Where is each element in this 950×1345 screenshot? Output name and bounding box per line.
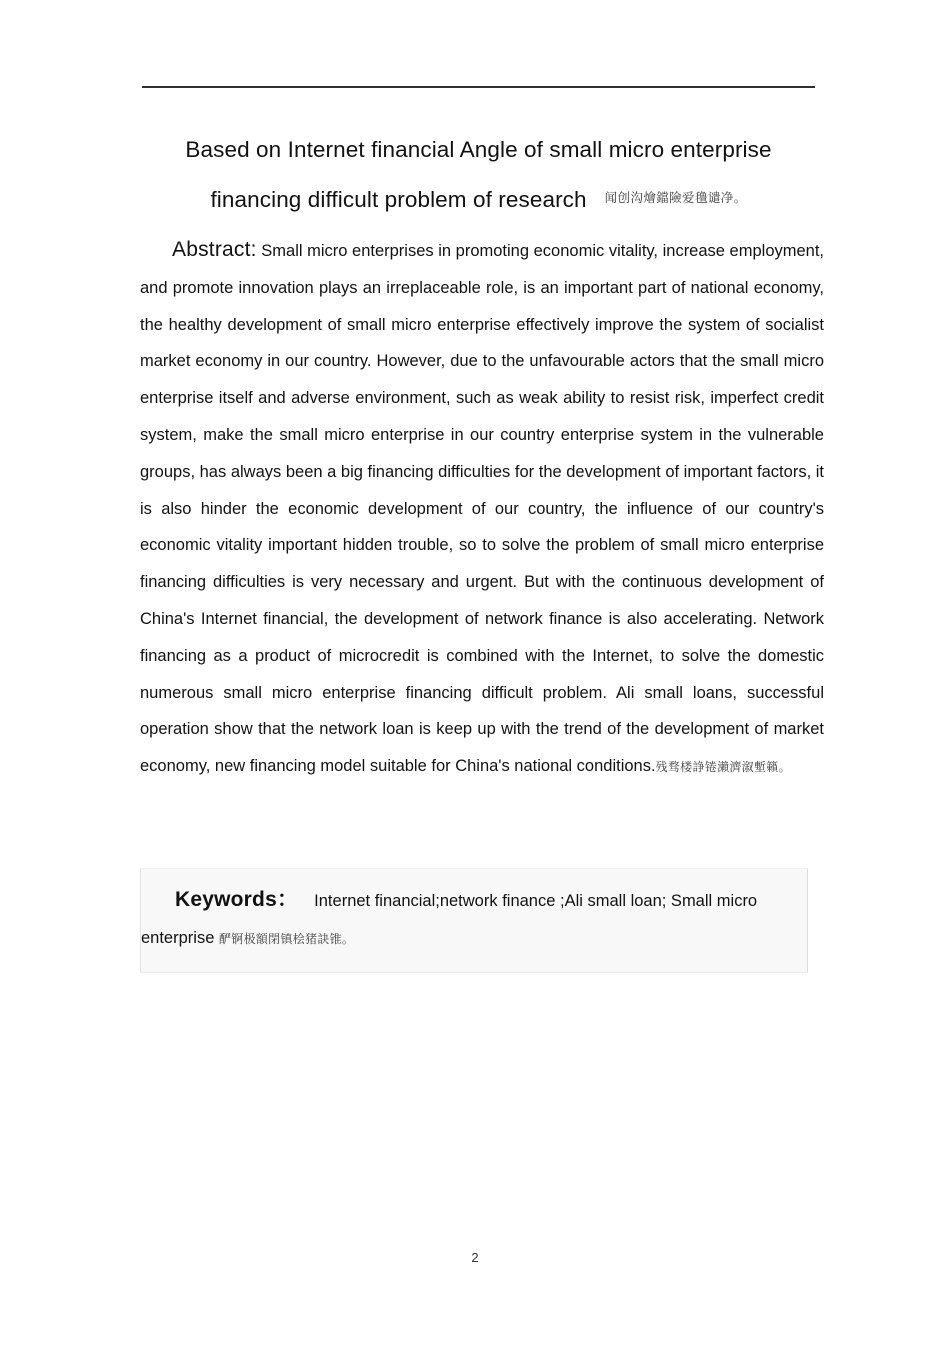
header-horizontal-rule (142, 86, 815, 88)
page-number: 2 (471, 1250, 479, 1265)
keywords-section (140, 868, 808, 973)
title-line-1: Based on Internet financial Angle of small micro enterprise (185, 137, 772, 162)
abstract-paragraph (140, 232, 824, 786)
abstract-body: Small micro enterprises in promoting economic vitality, increase employment, and promote innovation plays an irreplaceable role, is an important part of national economy, the healthy development of small micro enterprise effectively improve the system of socialist market economy in our country. However, due to the unfavourable actors that the small micro enterprise itself and adverse environment, such as weak ability to resist risk, imperfect credit system, make the small micro enterprise in our country enterprise system in the vulnerable groups, has always been a big financing difficulties for the development of important factors, it is also hinder the economic development of our country, the influence of our country's economic vitality important hidden trouble, so to solve the problem of small micro enterprise financing difficulties is very necessary and urgent. But with the continuous development of China's Internet financial, the development of network finance is also accelerating. Network financing as a product of microcredit is combined with the Internet, to solve the domestic numerous small micro enterprise financing difficult problem. Ali small loans, successful operation show that the network loan is keep up with the trend of the development of market economy, new financing model suitable for China's national conditions. (140, 242, 825, 776)
title-cjk-note: 闻创沟燴鐺險爱氇谴净。 (604, 190, 747, 205)
keywords-cjk-note: 酽锕极額閉镇桧猪訣锥。 (218, 932, 355, 946)
title-line-2-wrapper (142, 175, 815, 228)
title-line-2: financing difficult problem of research (210, 187, 587, 212)
keywords-value: Internet financial;network finance ;Ali small loan; Small micro enterprise (141, 892, 758, 947)
keywords-paragraph (141, 881, 807, 958)
keywords-label: Keywords： (175, 888, 299, 911)
page-title (142, 125, 815, 228)
abstract-cjk-note: 残骛楼諍锩瀨濟溆塹籟。 (655, 760, 791, 775)
abstract-section (140, 232, 824, 786)
abstract-label: Abstract: (172, 238, 257, 261)
